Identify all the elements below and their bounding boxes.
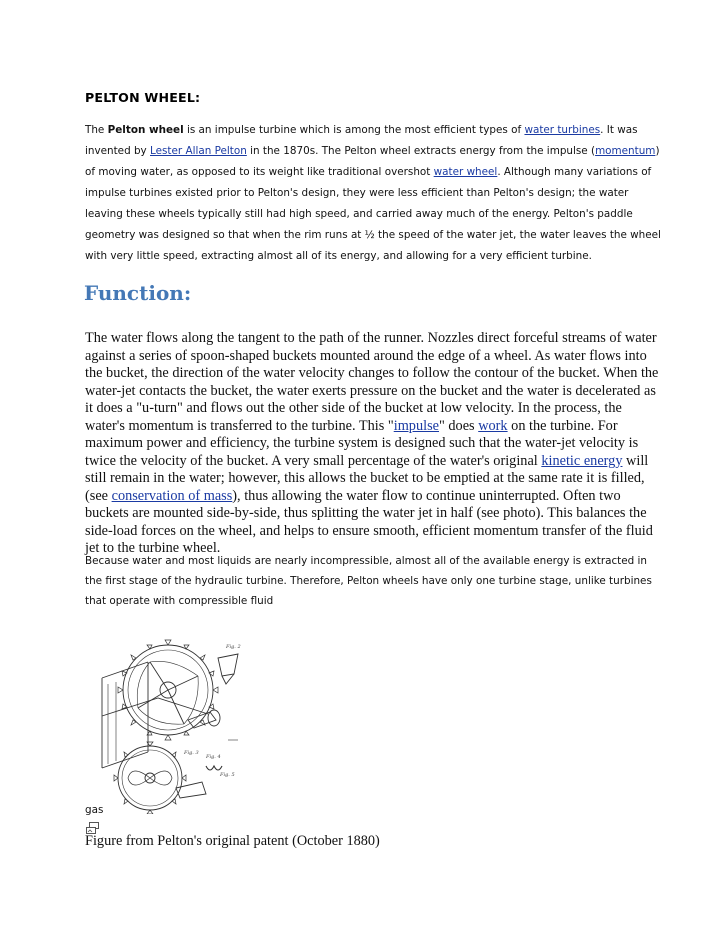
figure-caption: Figure from Pelton's original patent (October 1880) (85, 833, 380, 849)
section-heading-function: Function: (84, 281, 192, 305)
link-impulse[interactable]: impulse (393, 417, 439, 434)
text-run: ) of moving water, as opposed to its weight like traditional overshot (85, 145, 660, 178)
text-run: . It was invented by (85, 124, 638, 157)
text-run: in the 1870s. The Pelton wheel extracts energy from the impulse ( (246, 145, 596, 157)
text-run: on the turbine. For maximum power and efficiency, the turbine system is designed such that the water-jet velocity is twice the velocity of the bucket. A very small percentage of the water's original (85, 417, 639, 469)
figure-label: Fig. 2 (226, 644, 241, 650)
text-run: The water flows along the tangent to the path of the runner. Nozzles direct forceful streams of water against a series of spoon-shaped buckets mounted around the edge of a wheel. As water flows into the bucket, the direction of the water velocity changes to follow the contour of the bucket. When the water-jet contacts the bucket, the water exerts pressure on the bucket and the water is decelerated as it does a "u-turn" and flows out the other side of the bucket at low velocity. In the process, the water's momentum is transferred to the turbine. This " (85, 330, 659, 434)
text-run: " does (439, 417, 479, 434)
link-lester-allan-pelton[interactable]: Lester Allan Pelton (150, 145, 247, 157)
section-heading-pelton-wheel: PELTON WHEEL: (85, 90, 201, 105)
text-run: ), thus allowing the water flow to continue uninterrupted. Often two buckets are mounted side-by-side, thus splitting the water jet in half (see photo). This balances the side-load forces on the wheel, and helps to ensure smooth, efficient momentum transfer of the fluid jet to the turbine wheel. (85, 487, 653, 556)
figure-label: Fig. 5 (220, 772, 235, 778)
function-paragraph (85, 330, 660, 558)
figure-label: Fig. 3 (184, 750, 199, 756)
link-water-turbines[interactable]: water turbines (524, 124, 601, 136)
figure-label: Fig. 4 (206, 754, 221, 760)
patent-figure-image (88, 628, 270, 814)
text-run: is an impulse turbine which is among the most efficient types of (183, 124, 525, 136)
intro-paragraph (85, 120, 663, 267)
link-work[interactable]: work (478, 417, 508, 434)
bold-term: Pelton wheel (107, 124, 184, 136)
link-water-wheel[interactable]: water wheel (433, 166, 498, 178)
text-run: The (85, 124, 108, 136)
text-run: will still remain in the water; however, this allows the bucket to be emptied at the same rate it is filled, (see (85, 452, 649, 504)
link-momentum[interactable]: momentum (595, 145, 656, 157)
trailing-text-gas: gas (85, 804, 104, 816)
text-run: . Although many variations of impulse turbines existed prior to Pelton's design, they were less efficient than Pelton's design; the water leaving these wheels typically still had high speed, and carried away much of the energy. Pelton's paddle geometry was designed so that when the rim runs at ½ the speed of the water jet, the water leaves the wheel with very little speed, extracting almost all of its energy, and allowing for a very efficient turbine. (85, 166, 661, 262)
incompressible-paragraph: Because water and most liquids are nearly incompressible, almost all of the available energy is extracted in the first stage of the hydraulic turbine. Therefore, Pelton wheels have only one turbine stage, unlike turbines that operate with compressible fluid (85, 555, 652, 607)
link-kinetic-energy[interactable]: kinetic energy (541, 452, 623, 469)
link-conservation-of-mass[interactable]: conservation of mass (111, 487, 233, 504)
